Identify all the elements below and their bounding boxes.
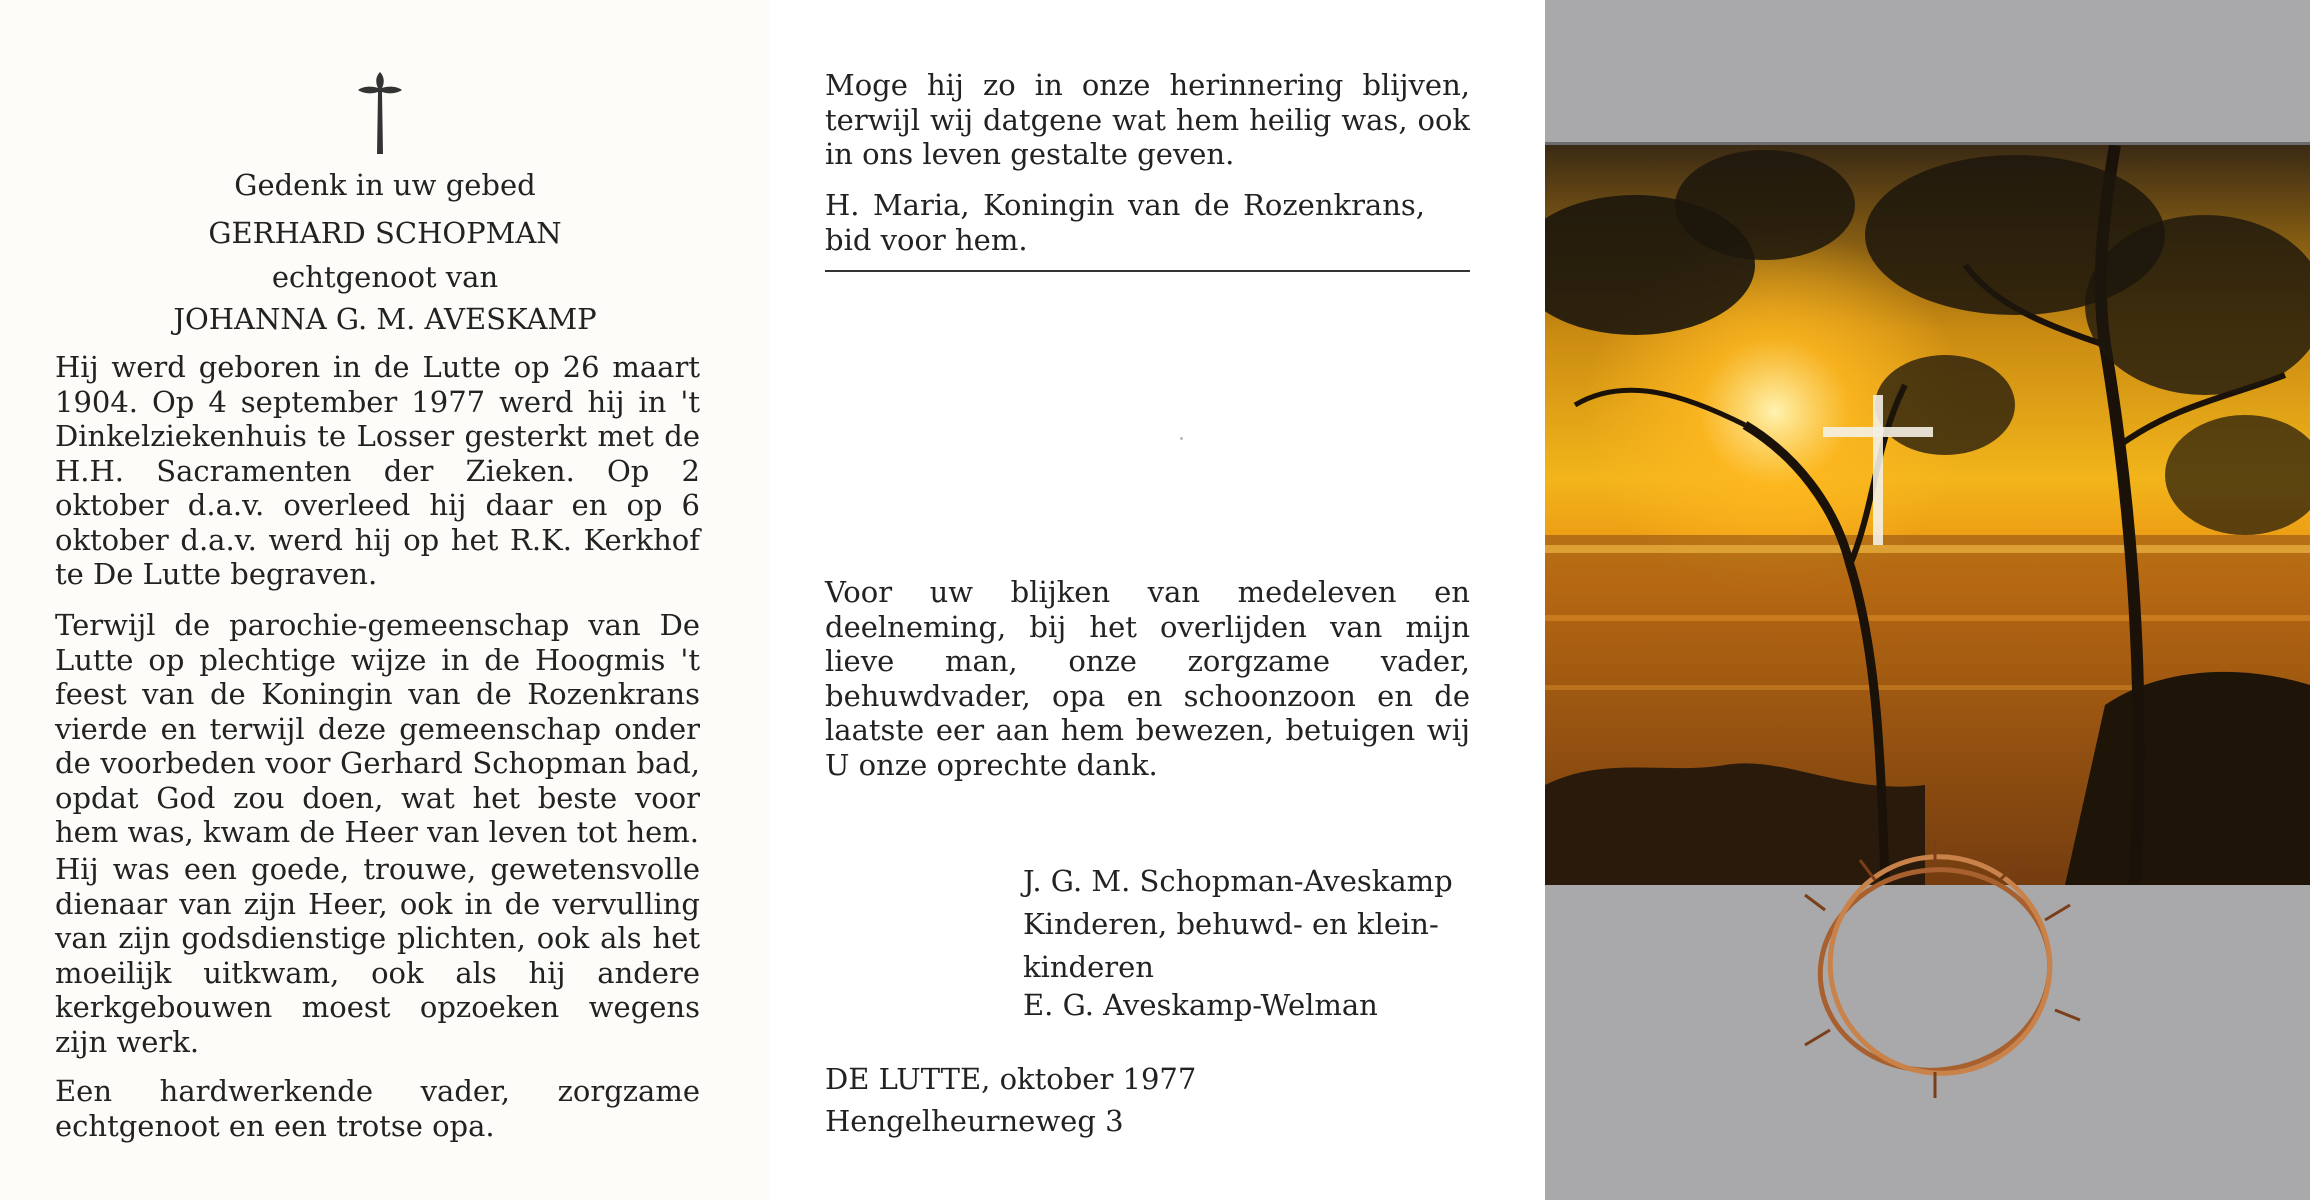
spouse-name: JOHANNA G. M. AVESKAMP — [173, 302, 597, 336]
crown-of-thorns-icon — [1785, 820, 2095, 1120]
parish-paragraph: Terwijl de parochie-gemeenschap van De Lutte op plechtige wijze in de Hoogmis 't feest van de Koningin van de Rozenkrans vierde en terwijl deze gemeenschap onder de voorbeden voor Gerhard Schopman bad, opdat God zou doen, wat het beste voor hem was, kwam de Heer van leven tot hem. — [55, 608, 700, 849]
divider — [825, 270, 1470, 272]
biography-paragraph: Hij werd geboren in de Lutte op 26 maart 1904. Op 4 september 1977 werd hij in 't Dinkelziekenhuis te Losser gesterkt met de H.H. Sacramenten der Zieken. Op 2 oktober d.a.v. overleed hij daar en op 6 oktober d.a.v. werd hij op het R.K. Kerkhof te De Lutte begraven. — [55, 350, 700, 591]
sunset-photo — [1545, 145, 2310, 885]
signatory-2: Kinderen, behuwd- en klein- — [1023, 907, 1439, 941]
speck — [1180, 437, 1183, 440]
address: Hengelheurneweg 3 — [825, 1104, 1124, 1138]
signatory-1: J. G. M. Schopman-Aveskamp — [1023, 864, 1453, 898]
intro-text: Gedenk in uw gebed — [234, 168, 536, 202]
deceased-name: GERHARD SCHOPMAN — [208, 216, 562, 250]
invocation-text: H. Maria, Koningin van de Rozenkrans, bid voor hem. — [825, 188, 1425, 257]
thanks-text: Voor uw blijken van medeleven en deelneming, bij het overlijden van mijn lieve man, onze zorgzame vader, behuwdvader, opa en schoonzoon en de laatste eer aan hem bewezen, betuigen wij U onze oprechte dank. — [825, 575, 1470, 782]
place-date: DE LUTTE, oktober 1977 — [825, 1062, 1197, 1096]
signatory-3: kinderen — [1023, 950, 1154, 984]
relation-text: echtgenoot van — [271, 260, 499, 294]
character-paragraph: Hij was een goede, trouwe, gewetensvolle dienaar van zijn Heer, ook in de vervulling van zijn godsdienstige plichten, ook als het moeilijk uitkwam, ook als hij andere kerkgebouwen moest opzoeken wegens zijn werk. — [55, 852, 700, 1059]
right-panel — [1545, 0, 2310, 1200]
family-paragraph: Een hardwerkende vader, zorgzame echtgenoot en een trotse opa. — [55, 1074, 700, 1143]
cross-icon — [355, 70, 405, 156]
left-panel — [0, 0, 770, 1200]
prayer-text: Moge hij zo in onze herinnering blijven, terwijl wij datgene wat hem heilig was, ook in ons leven gestalte geven. — [825, 68, 1470, 171]
signatory-4: E. G. Aveskamp-Welman — [1023, 988, 1378, 1022]
